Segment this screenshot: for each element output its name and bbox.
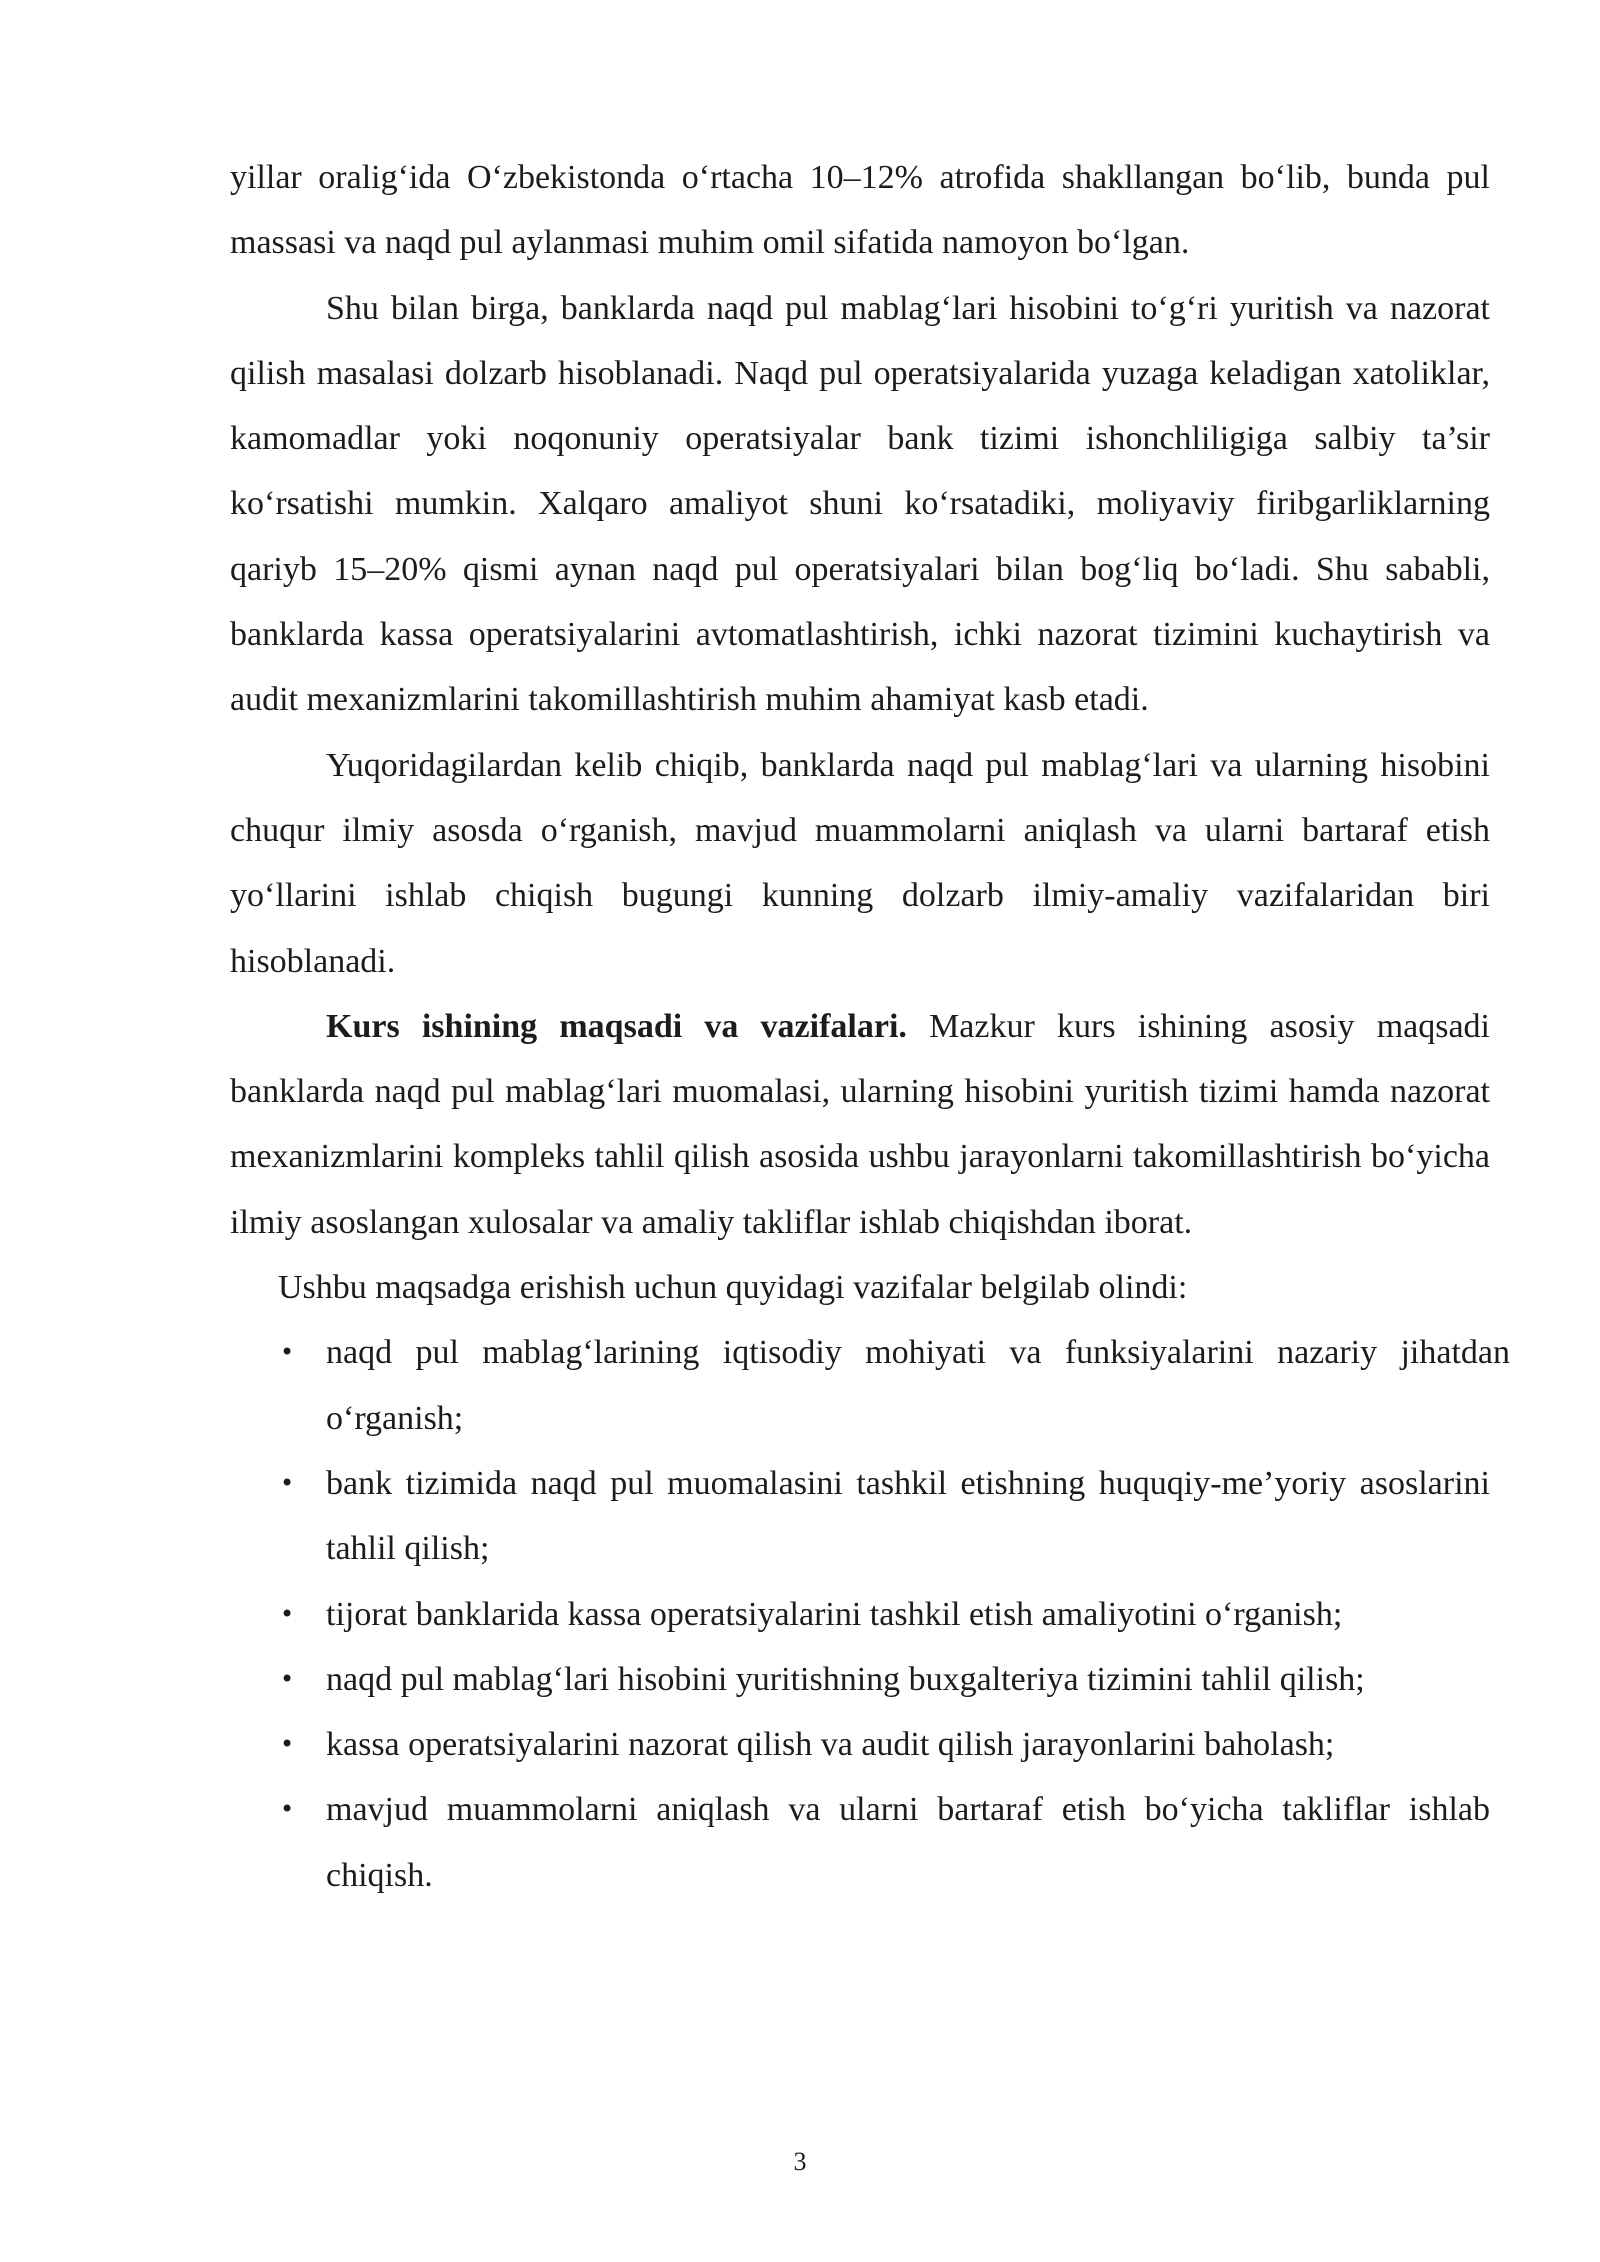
paragraph-goals bbox=[230, 994, 1490, 1255]
list-item-text: naqd pul mablag‘larining iqtisodiy mohiyati va funksiyalarini nazariy jihatdan o‘rganish; bbox=[326, 1334, 1510, 1437]
bullet-icon: • bbox=[280, 1468, 295, 1497]
list-item bbox=[230, 1647, 1490, 1712]
bullet-icon: • bbox=[280, 1795, 295, 1824]
bullet-icon: • bbox=[280, 1730, 295, 1759]
paragraph-continuation: yillar oralig‘ida O‘zbekistonda o‘rtacha 10–12% atrofida shakllangan bo‘lib, bunda pul massasi va naqd pul aylanmasi muhim omil sifatida namoyon bo‘lgan. bbox=[230, 159, 1490, 262]
list-item bbox=[230, 1582, 1490, 1647]
list-item-text: mavjud muammolarni aniqlash va ularni bartaraf etish bo‘yicha takliflar ishlab chiqish. bbox=[326, 1791, 1490, 1894]
paragraph-relevance: Yuqoridagilardan kelib chiqib, banklarda naqd pul mablag‘lari va ularning hisobini chuqur ilmiy asosda o‘rganish, mavjud muammolarni aniqlash va ularni bartaraf etish yo‘llarini ishlab chiqish bugungi kunning dolzarb ilmiy-amaliy vazifalaridan biri hisoblanadi. bbox=[230, 746, 1490, 980]
list-item-text: tijorat banklarida kassa operatsiyalarini tashkil etish amaliyotini o‘rganish; bbox=[326, 1595, 1343, 1633]
paragraph-cash-control: Shu bilan birga, banklarda naqd pul mablag‘lari hisobini to‘g‘ri yuritish va nazorat qilish masalasi dolzarb hisoblanadi. Naqd pul operatsiyalarida yuzaga keladigan xatoliklar, kamomadlar yoki noqonuniy operatsiyalar bank tizimi ishonchliligiga salbiy ta’sir ko‘rsatishi mumkin. Xalqaro amaliyot shuni ko‘rsatadiki, moliyaviy firibgarliklarning qariyb 15–20% qismi aynan naqd pul operatsiyalari bilan bog‘liq bo‘ladi. Shu sababli, banklarda kassa operatsiyalarini avtomatlashtirish, ichki nazorat tizimini kuchaytirish va audit mexanizmlarini takomillashtirish muhim ahamiyat kasb etadi. bbox=[230, 289, 1490, 719]
list-item-text: bank tizimida naqd pul muomalasini tashkil etishning huquqiy-me’yoriy asoslarini tahlil qilish; bbox=[326, 1464, 1490, 1568]
list-item-text: naqd pul mablag‘lari hisobini yuritishning buxgalteriya tizimini tahlil qilish; bbox=[326, 1660, 1365, 1698]
tasks-intro: Ushbu maqsadga erishish uchun quyidagi vazifalar belgilab olindi: bbox=[278, 1269, 1188, 1307]
goals-text: Mazkur kurs ishining asosiy maqsadi banklarda naqd pul mablag‘lari muomalasi, ularning hisobini yuritish tizimi hamda nazorat mexanizmlarini kompleks tahlil qilish asosida ushbu jarayonlarni takomillashtirish bo‘yicha ilmiy asoslangan xulosalar va amaliy takliflar ishlab chiqishdan iborat. bbox=[230, 1007, 1490, 1241]
list-item-text: kassa operatsiyalarini nazorat qilish va audit qilish jarayonlarini baholash; bbox=[326, 1726, 1335, 1764]
bullet-icon: • bbox=[280, 1338, 295, 1367]
list-item bbox=[230, 1451, 1490, 1582]
bullet-icon: • bbox=[280, 1599, 295, 1628]
list-item bbox=[230, 1777, 1490, 1908]
list-item bbox=[230, 1712, 1490, 1777]
tasks-list bbox=[230, 1320, 1510, 1908]
document-body bbox=[230, 145, 1510, 1908]
goals-heading: Kurs ishining maqsadi va vazifalari. bbox=[326, 1007, 907, 1045]
page-number: 3 bbox=[793, 2147, 807, 2176]
list-item bbox=[230, 1320, 1510, 1451]
bullet-icon: • bbox=[280, 1664, 295, 1693]
